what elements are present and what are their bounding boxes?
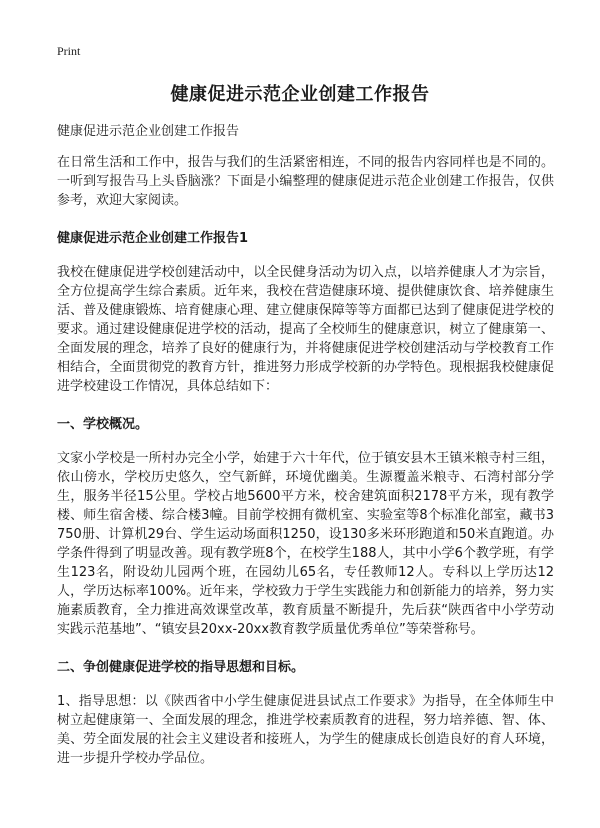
section2-heading: 二、争创健康促进学校的指导思想和目标。 (57, 660, 305, 675)
section2-paragraph: 1、指导思想：以《陕西省中小学生健康促进县试点工作要求》为指导，在全体师生中树立起健康第一、全面发展的理念，推进学校素质教育的进程，努力培养德、智、体、美、劳全面发展的社会主义建设者和接班人，为学生的健康成长创造良好的育人环境，进一步提升学校办学品位。 (57, 694, 554, 766)
section1-heading: 一、学校概况。 (57, 417, 149, 432)
report1-paragraph: 我校在健康促进学校创建活动中，以全民健身活动为切入点，以培养健康人才为宗旨，全方位提高学生综合素质。近年来，我校在营造健康环境、提供健康饮食、培养健康生活、普及健康锻炼、培育健康心理、建立健康保障等等方面都已达到了健康促进学校的要求。通过建设健康促进学校的活动，提高了全校师生的健康意识，树立了健康第一、全面发展的理念，培养了良好的健康行为，并将健康促进学校创建活动与学校教育工作相结合，全面贯彻党的教育方针，推进努力形成学校新的办学特色。现根据我校健康促进学校建设工作情况，具体总结如下： (57, 265, 554, 394)
document-subtitle: 健康促进示范企业创建工作报告 (57, 124, 240, 139)
section1-paragraph: 文家小学校是一所村办完全小学，始建于六十年代，位于镇安县木王镇米粮寺村三组，依山傍水，学校历史悠久，空气新鲜，环境优幽美。生源覆盖米粮寺、石湾村部分学生，服务半径15公里。学校占地5600平方米，校舍建筑面积2178平方米，现有教学楼、师生宿舍楼、综合楼3幢。目前学校拥有微机室、实验室等8个标准化部室，藏书3750册、计算机29台、学生运动场面积1250，设130多米环形跑道和50米直跑道。办学条件得到了明显改善。现有教学班8个，在校学生188人，其中小学6个教学班，有学生123名，附设幼儿园两个班，在园幼儿65名，专任教师12人。专科以上学历达12人，学历达标率100%。近年来，学校致力于学生实践能力和创新能力的培养，努力实施素质教育，全力推进高效课堂改革，教育质量不断提升，先后获“陕西省中小学劳动实践示范基地”、“镇安县20xx-20xx教育教学质量优秀单位”等荣誉称号。 (57, 451, 554, 637)
intro-paragraph: 在日常生活和工作中，报告与我们的生活紧密相连，不同的报告内容同样也是不同的。一听到写报告马上头昏脑涨？下面是小编整理的健康促进示范企业创建工作报告，仅供参考，欢迎大家阅读。 (57, 155, 554, 208)
print-link[interactable]: Print (57, 44, 81, 58)
page-title: 健康促进示范企业创建工作报告 (170, 84, 430, 105)
report1-heading: 健康促进示范企业创建工作报告1 (57, 231, 249, 246)
document-body (57, 122, 554, 787)
